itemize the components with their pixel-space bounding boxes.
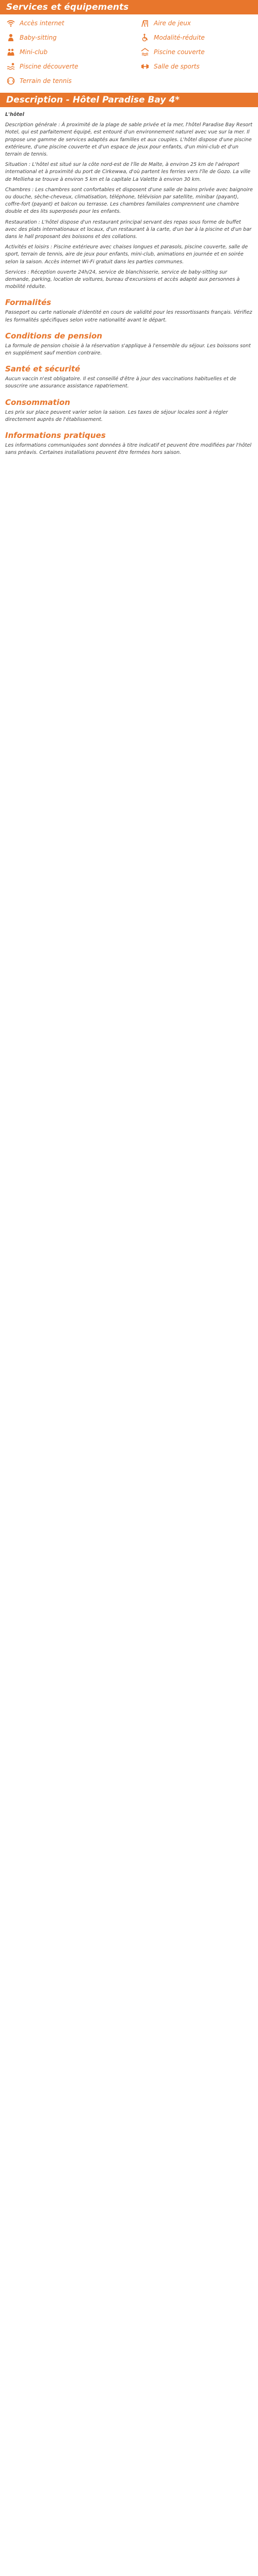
baby-icon	[6, 33, 15, 42]
info-text: Les informations communiquées sont données à titre indicatif et peuvent être modifiées par l'hôtel sans préavis. Certaines installations peuvent être fermées hors saison.	[5, 443, 252, 456]
service-label: Accès internet	[20, 20, 64, 27]
description-paragraph: Description générale : À proximité de la plage de sable privée et la mer, l'hôtel Paradise Bay Resort Hotel, qui est parfaitement équipé, est entouré d'un environnement naturel avec vue sur la mer. Il propose une gamme de services adaptés aux familles et aux couples. L'hôtel dispose d'une piscine extérieure, d'une piscine couverte et d'un espace de jeux pour enfants, d'un mini-club et d'un terrain de tennis.	[5, 122, 253, 158]
description-title-bar	[0, 93, 258, 107]
indoor-pool-icon	[140, 47, 150, 57]
info-section	[0, 442, 258, 456]
hotel-page	[0, 0, 258, 465]
service-item	[6, 33, 140, 42]
services-title: Services et équipements	[6, 2, 129, 12]
description-paragraph: Activités et loisirs : Piscine extérieure avec chaises longues et parasols, piscine couverte, salle de sport, terrain de tennis, aire de jeux pour enfants, mini-club, animations en journée et en soirée selon la saison. Accès internet Wi-Fi gratuit dans les parties communes.	[5, 244, 248, 265]
formalities-title: Formalités	[5, 298, 52, 308]
service-item	[140, 33, 254, 42]
description-paragraph: Situation : L'hôtel est situé sur la côte nord-est de l'île de Malte, à environ 25 km de l'aéroport international et à proximité du port de Cirkewwa, d'où partent les ferries vers l'île de Gozo. La ville de Mellieha se trouve à environ 5 km et la capitale La Valette à environ 30 km.	[5, 162, 251, 182]
service-item	[6, 19, 140, 28]
service-item	[140, 19, 254, 28]
health-text: Aucun vaccin n'est obligatoire. Il est conseillé d'être à jour des vaccinations habituelles et de souscrire une assurance assistance rapatriement.	[5, 376, 236, 389]
pension-text: La formule de pension choisie à la réservation s'applique à l'ensemble du séjour. Les boissons sont en supplément sauf mention contraire.	[5, 343, 251, 357]
description-paragraph: Chambres : Les chambres sont confortables et disposent d'une salle de bains privée avec baignoire ou douche, sèche-cheveux, climatisation, téléphone, télévision par satellite, minibar (payant), coffre-fort (payant) et balcon ou terrasse. Les chambres familiales comprennent une chambre double et des lits superposés pour les enfants.	[5, 187, 253, 215]
consumption-title: Consommation	[5, 397, 70, 407]
description-paragraph: Restauration : L'hôtel dispose d'un restaurant principal servant des repas sous forme de buffet avec des plats internationaux et locaux, d'un restaurant à la carte, d'un bar à la piscine et d'un bar dans le hall proposant des boissons et des collations.	[5, 219, 252, 240]
pension-section	[0, 343, 258, 357]
description-section	[0, 107, 258, 291]
service-label: Aire de jeux	[154, 20, 191, 27]
playground-icon	[140, 19, 150, 28]
services-grid	[6, 19, 258, 86]
tennis-icon	[6, 76, 15, 86]
info-title: Informations pratiques	[5, 431, 106, 440]
service-item	[140, 62, 254, 71]
service-label: Piscine découverte	[20, 63, 78, 70]
formalities-text: Passeport ou carte nationale d'identité en cours de validité pour les ressortissants français. Vérifiez les formalités spécifiques selon votre nationalité avant le départ.	[5, 310, 252, 323]
service-item	[6, 62, 140, 71]
service-label: Piscine couverte	[154, 48, 205, 56]
service-item	[140, 47, 254, 57]
service-label: Salle de sports	[154, 63, 200, 70]
pension-title: Conditions de pension	[5, 331, 103, 341]
service-label: Terrain de tennis	[20, 77, 72, 84]
service-item	[6, 47, 140, 57]
consumption-text: Les prix sur place peuvent varier selon la saison. Les taxes de séjour locales sont à régler directement auprès de l'établissement.	[5, 409, 228, 422]
services-title-bar	[0, 0, 258, 14]
consumption-section	[0, 409, 258, 423]
service-label: Modalité-réduite	[154, 34, 205, 41]
service-label: Mini-club	[20, 48, 48, 56]
kids-club-icon	[6, 47, 15, 57]
service-item	[6, 76, 140, 86]
gym-icon	[140, 62, 150, 71]
formalities-section	[0, 309, 258, 324]
wheelchair-icon	[140, 33, 150, 42]
description-title: Description - Hôtel Paradise Bay 4*	[6, 95, 180, 105]
description-paragraphs	[5, 122, 253, 291]
outdoor-pool-icon	[6, 62, 15, 71]
description-intro: L'hôtel	[5, 112, 24, 117]
service-label: Baby-sitting	[20, 34, 57, 41]
health-title: Santé et sécurité	[5, 364, 80, 374]
services-section	[0, 14, 258, 90]
wifi-icon	[6, 19, 15, 28]
health-section	[0, 376, 258, 390]
description-paragraph: Services : Réception ouverte 24h/24, service de blanchisserie, service de baby-sitting sur demande, parking, location de voitures, bureau d'excursions et accès adapté aux personnes à mobilité réduite.	[5, 269, 240, 290]
